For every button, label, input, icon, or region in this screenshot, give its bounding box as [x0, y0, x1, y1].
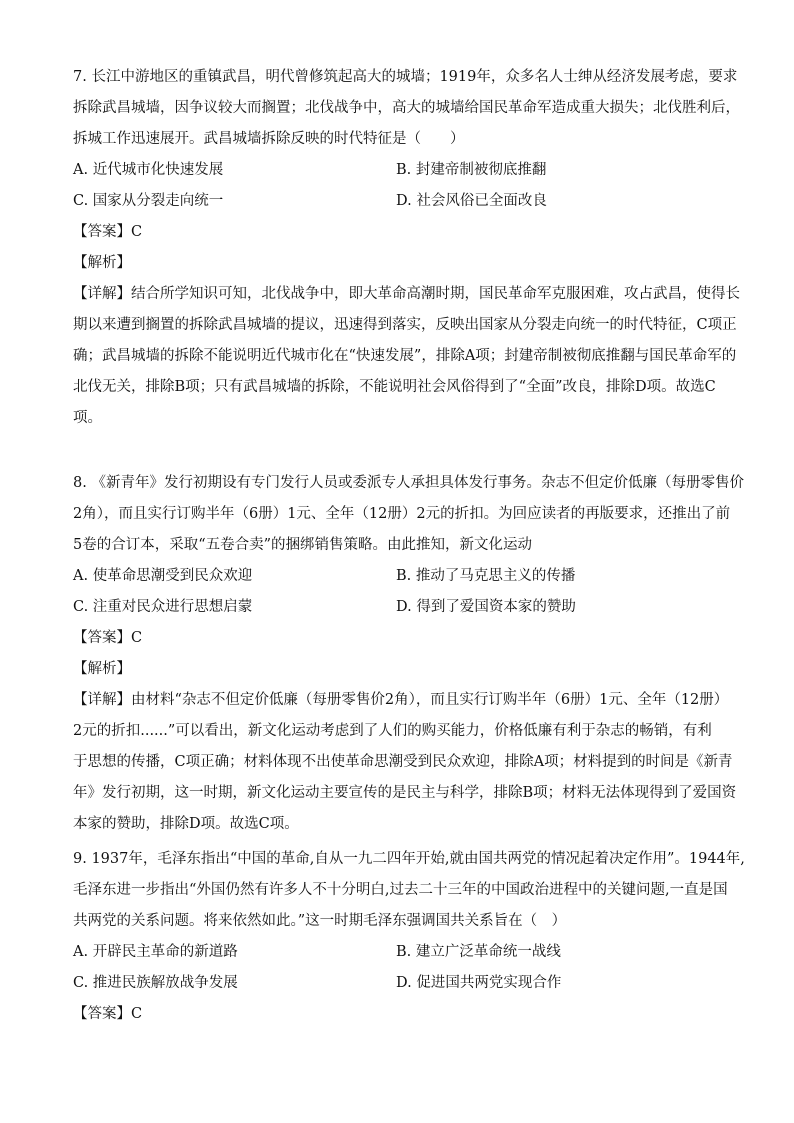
options-row — [73, 592, 723, 623]
answer-label: 【答案】C — [73, 224, 143, 240]
option-a: A. 开辟民主革命的新道路 — [73, 944, 238, 960]
options-row — [73, 968, 723, 999]
option-a: A. 近代城市化快速发展 — [73, 162, 224, 178]
question-stem-line: 拆除武昌城墙，因争议较大而搁置；北伐战争中，高大的城墙给国民革命军造成重大损失；北伐胜利后， — [73, 100, 740, 116]
detail-line: 【详解】由材料“杂志不但定价低廉（每册零售价2角），而且实行订购半年（6册）1元、全年（12册） — [73, 692, 729, 708]
option-a: A. 使革命思潮受到民众欢迎 — [73, 568, 253, 584]
option-c: C. 推进民族解放战争发展 — [73, 975, 238, 991]
detail-line: 本家的赞助，排除D项。故选C项。 — [73, 816, 299, 832]
option-d: D. 社会风俗已全面改良 — [396, 193, 547, 209]
option-d: D. 得到了爱国资本家的赞助 — [396, 599, 576, 615]
question-7 — [73, 62, 740, 434]
analysis-label: 【解析】 — [73, 255, 131, 271]
question-stem-line: 5卷的合订本，采取“五卷合卖”的捆绑销售策略。由此推知，新文化运动 — [73, 537, 533, 553]
detail-line: 期以来遭到搁置的拆除武昌城墙的提议，迅速得到落实，反映出国家从分裂走向统一的时代特征，C项正 — [73, 317, 737, 333]
option-b: B. 建立广泛革命统一战线 — [396, 944, 561, 960]
detail-line: 2元的折扣......”可以看出，新文化运动考虑到了人们的购买能力，价格低廉有利于杂志的畅销，有利 — [73, 723, 712, 739]
options-row — [73, 186, 723, 217]
analysis-label: 【解析】 — [73, 661, 131, 677]
question-stem-line: 拆城工作迅速展开。武昌城墙拆除反映的时代特征是（ ） — [73, 131, 465, 147]
detail-line: 于思想的传播，C项正确；材料体现不出使革命思潮受到民众欢迎，排除A项；材料提到的时间是《新青 — [73, 754, 733, 770]
answer-label: 【答案】C — [73, 1006, 143, 1022]
options-row — [73, 155, 723, 186]
question-stem-line: 毛泽东进一步指出“外国仍然有许多人不十分明白,过去二十三年的中国政治进程中的关键问题,一直是国 — [73, 882, 728, 898]
detail-line: 年》发行初期，这一时期，新文化运动主要宣传的是民主与科学，排除B项；材料无法体现得到了爱国资 — [73, 785, 737, 801]
detail-line: 项。 — [73, 410, 102, 426]
option-b: B. 封建帝制被彻底推翻 — [396, 162, 547, 178]
question-stem-line: 8. 《新青年》发行初期设有专门发行人员或委派专人承担具体发行事务。杂志不但定价低廉（每册零售价 — [73, 475, 744, 491]
question-stem-line: 共两党的关系问题。将来依然如此。”这一时期毛泽东强调国共关系旨在（ ） — [73, 913, 567, 929]
detail-line: 【详解】结合所学知识可知，北伐战争中，即大革命高潮时期，国民革命军克服困难，攻占武昌，使得长 — [73, 286, 740, 302]
option-d: D. 促进国共两党实现合作 — [396, 975, 562, 991]
detail-line: 北伐无关，排除B项；只有武昌城墙的拆除，不能说明社会风俗得到了“全面”改良，排除D项。故选C — [73, 379, 716, 395]
answer-label: 【答案】C — [73, 630, 143, 646]
option-b: B. 推动了马克思主义的传播 — [396, 568, 576, 584]
question-9 — [73, 844, 745, 1030]
question-stem-line: 2角），而且实行订购半年（6册）1元、全年（12册）2元的折扣。为回应读者的再版要求，还推出了前 — [73, 506, 731, 522]
options-row — [73, 561, 723, 592]
question-stem-line: 9. 1937年，毛泽东指出“中国的革命,自从一九二四年开始,就由国共两党的情况起着决定作用”。1944年, — [73, 851, 745, 867]
detail-line: 确；武昌城墙的拆除不能说明近代城市化在“快速发展”，排除A项；封建帝制被彻底推翻与国民革命军的 — [73, 348, 737, 364]
options-row — [73, 937, 723, 968]
question-stem-line: 7. 长江中游地区的重镇武昌，明代曾修筑起高大的城墙；1919年，众多名人士绅从经济发展考虑，要求 — [73, 69, 738, 85]
option-c: C. 国家从分裂走向统一 — [73, 193, 224, 209]
option-c: C. 注重对民众进行思想启蒙 — [73, 599, 253, 615]
question-8 — [73, 468, 744, 840]
